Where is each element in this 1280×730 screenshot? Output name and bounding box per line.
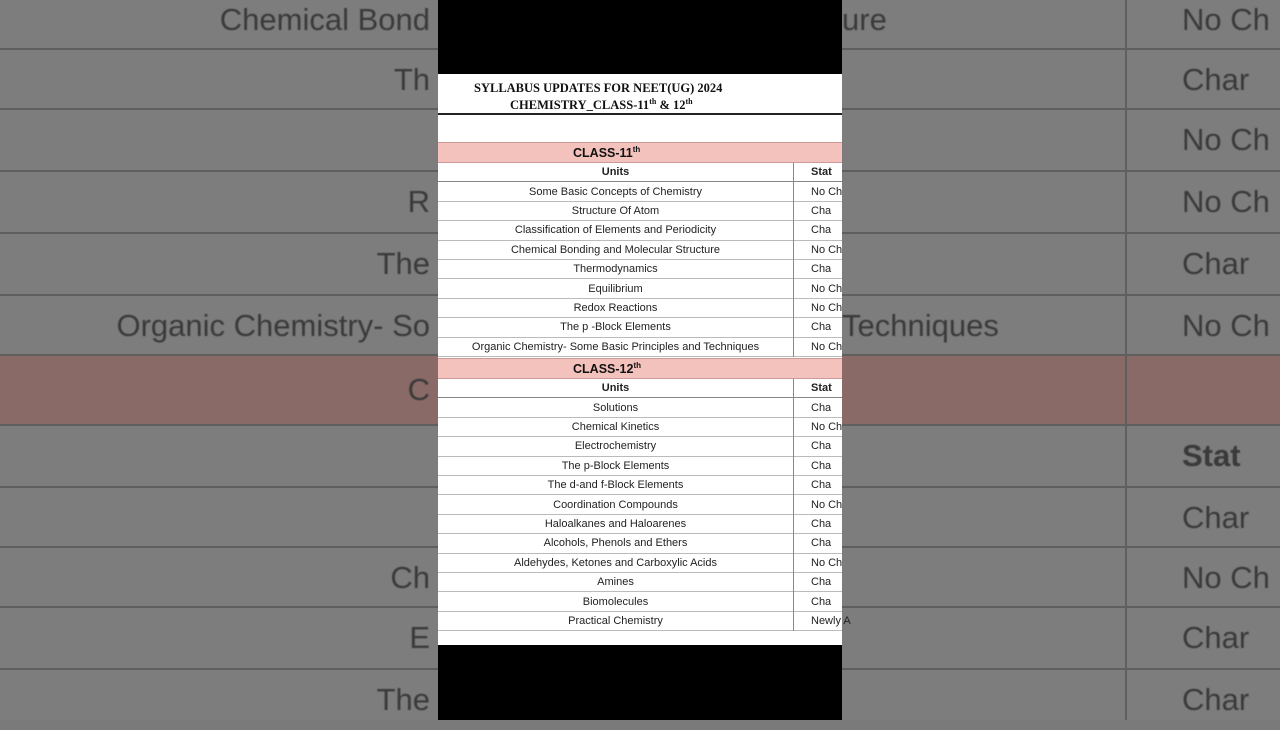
table-row (438, 338, 842, 357)
video-frame (438, 0, 851, 720)
class11-label-sup: th (632, 145, 641, 154)
background-mid-text: ure (842, 2, 887, 37)
unit-cell: Biomolecules (582, 595, 649, 608)
background-mid-text (842, 426, 1125, 486)
status-cell: Cha (811, 517, 832, 530)
unit-cell: Coordination Compounds (553, 498, 678, 511)
unit-cell: The d-and f-Block Elements (547, 479, 684, 492)
background-mid-text (842, 234, 1125, 294)
background-left-text: Th (393, 62, 430, 97)
subtitle-mid: & 12 (656, 98, 686, 113)
background-mid-text: Techniques (842, 308, 999, 343)
unit-cell: Organic Chemistry- Some Basic Principles and Techniques (471, 340, 760, 353)
background-right-text: Stat (1182, 438, 1241, 473)
background-mid-text (842, 548, 1125, 608)
status-cell: No Ch (811, 498, 843, 511)
status-cell: Cha (811, 263, 832, 276)
table-row (438, 457, 842, 476)
class12-label-sup: th (633, 361, 641, 370)
background-mid-text (842, 488, 1125, 548)
syllabus-sheet (438, 74, 851, 645)
background-left-text: Ch (390, 560, 430, 595)
table-row (438, 318, 842, 337)
class12-column-divider (793, 379, 794, 631)
unit-cell: Equilibrium (588, 282, 643, 295)
table-row (438, 592, 842, 611)
background-mid-text (842, 356, 1125, 424)
background-mid-text (842, 172, 1125, 232)
background-right-text: No Ch (1182, 2, 1270, 37)
status-cell: No Ch (811, 243, 843, 256)
table-row (438, 554, 842, 573)
subtitle-sup-1: th (649, 97, 657, 106)
background-mid-text (842, 670, 1125, 730)
table-row (438, 418, 842, 437)
class11-header-row (438, 163, 842, 182)
table-row (438, 515, 842, 534)
table-row (438, 495, 842, 514)
unit-cell: The p -Block Elements (560, 321, 671, 334)
header-divider (438, 113, 842, 115)
class11-label (573, 145, 640, 160)
background-left-text: C (407, 372, 430, 407)
table-row (438, 573, 842, 592)
unit-cell: Some Basic Concepts of Chemistry (528, 185, 702, 198)
table-row (438, 182, 842, 201)
table-row (438, 612, 851, 631)
table-row (438, 398, 842, 417)
status-cell: No Ch (811, 301, 843, 314)
background-right-text: Char (1182, 246, 1250, 281)
unit-cell: Chemical Bonding and Molecular Structure (510, 243, 721, 256)
class12-header-row (438, 379, 842, 398)
status-cell: Cha (811, 401, 832, 414)
background-mid-text (842, 50, 1125, 110)
class12-label-text: CLASS-12 (573, 362, 634, 377)
table-row (438, 534, 842, 553)
background-right-text: Char (1182, 682, 1250, 717)
table-row (438, 241, 842, 260)
unit-cell: Redox Reactions (573, 301, 658, 314)
background-mid-text (842, 110, 1125, 170)
status-cell: Cha (811, 440, 832, 453)
status-cell: Cha (811, 479, 832, 492)
title-line-1: SYLLABUS UPDATES FOR NEET(UG) 2024 (474, 81, 723, 95)
status-cell: Cha (811, 595, 832, 608)
background-left-text: The (376, 246, 430, 281)
unit-cell: Solutions (592, 401, 639, 414)
class11-column-divider (793, 163, 794, 357)
background-right-text (1182, 356, 1280, 424)
status-cell: No Ch (811, 185, 843, 198)
table-row (438, 202, 842, 221)
background-left-text: E (409, 620, 430, 655)
unit-cell: Practical Chemistry (568, 614, 663, 627)
background-right-text: No Ch (1182, 308, 1270, 343)
status-cell: Cha (811, 224, 832, 237)
class11-col-units: Units (601, 166, 630, 179)
unit-cell: Aldehydes, Ketones and Carboxylic Acids (513, 556, 717, 569)
unit-cell: Electrochemistry (574, 440, 657, 453)
background-mid-text (842, 608, 1125, 668)
unit-cell: Chemical Kinetics (571, 420, 660, 433)
table-row (438, 221, 842, 240)
unit-cell: The p-Block Elements (561, 459, 670, 472)
class11-col-status: Stat (811, 166, 832, 179)
status-cell: No Ch (811, 420, 843, 433)
status-cell: Cha (811, 204, 832, 217)
unit-cell: Thermodynamics (573, 263, 658, 276)
background-left-text: R (407, 184, 430, 219)
background-right-text: No Ch (1182, 184, 1270, 219)
table-row (438, 279, 842, 298)
document-title (474, 81, 722, 96)
class12-col-status: Stat (811, 382, 832, 395)
background-left-text: The (376, 682, 430, 717)
status-cell: Cha (811, 537, 832, 550)
background-right-text: No Ch (1182, 560, 1270, 595)
table-row (438, 437, 842, 456)
class12-label (573, 361, 641, 376)
background-left-text: Organic Chemistry- So (116, 308, 430, 343)
subtitle-sup-2: th (685, 97, 693, 106)
unit-cell: Classification of Elements and Periodicity (514, 224, 717, 237)
document-subtitle (510, 97, 693, 113)
class11-label-text: CLASS-11 (573, 146, 633, 161)
status-cell: No Ch (811, 340, 843, 353)
table-row (438, 299, 842, 318)
status-cell: Newly A (811, 614, 851, 627)
table-row (438, 260, 842, 279)
subtitle-main: CHEMISTRY_CLASS-11 (510, 98, 650, 113)
status-cell: Cha (811, 459, 832, 472)
background-right-text: No Ch (1182, 122, 1270, 157)
background-right-text: Char (1182, 620, 1250, 655)
background-right-text: Char (1182, 62, 1250, 97)
status-cell: Cha (811, 576, 832, 589)
table-row (438, 476, 842, 495)
class12-band (438, 358, 842, 379)
background-column-divider (1125, 0, 1127, 720)
status-cell: Cha (811, 321, 832, 334)
unit-cell: Amines (597, 576, 634, 589)
class11-band (438, 142, 842, 163)
unit-cell: Haloalkanes and Haloarenes (544, 517, 687, 530)
class12-col-units: Units (601, 382, 630, 395)
background-right-text: Char (1182, 500, 1250, 535)
unit-cell: Structure Of Atom (571, 204, 660, 217)
status-cell: No Ch (811, 556, 843, 569)
unit-cell: Alcohols, Phenols and Ethers (543, 537, 688, 550)
background-left-text: Chemical Bond (219, 2, 430, 37)
status-cell: No Ch (811, 282, 843, 295)
